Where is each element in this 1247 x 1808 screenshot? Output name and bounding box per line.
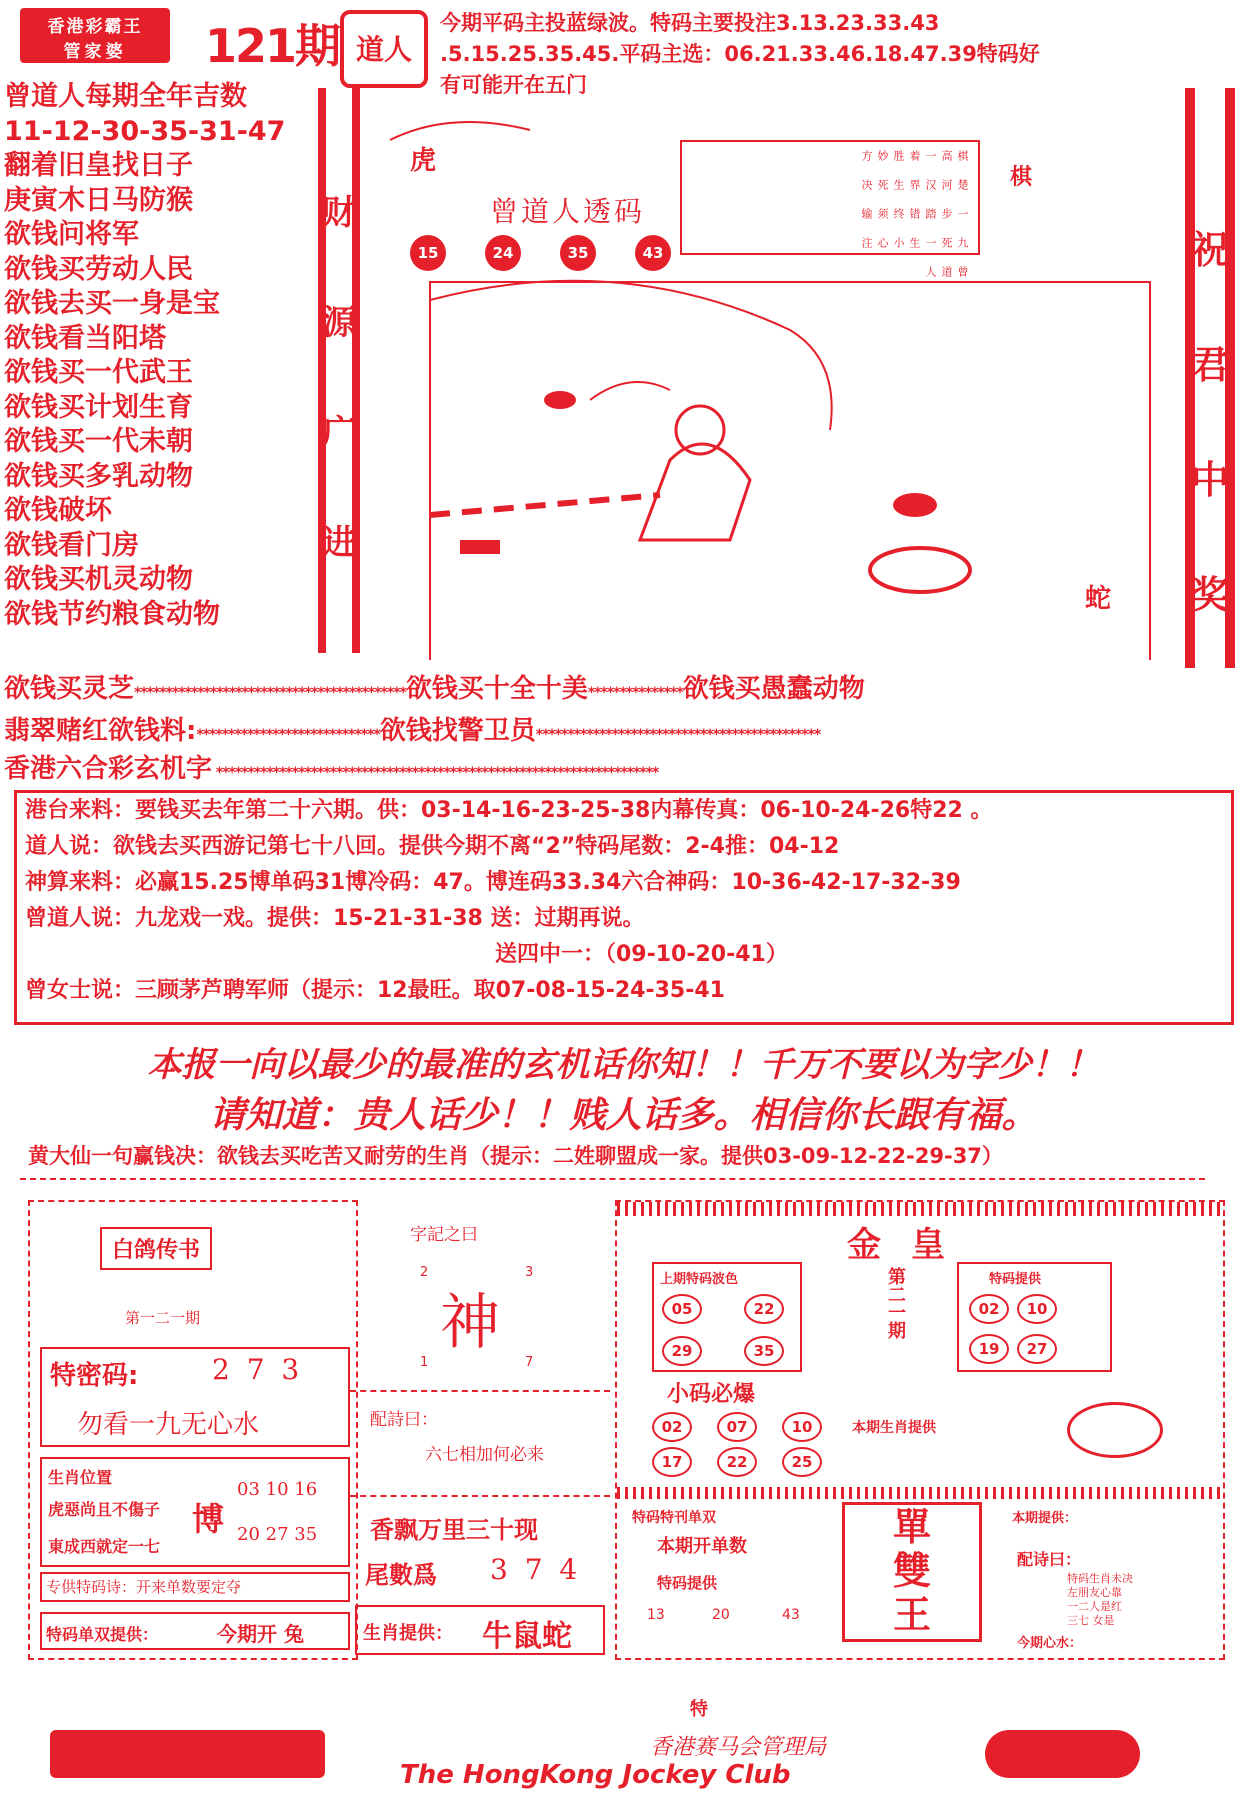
side-line: 特码生肖未决 <box>1067 1572 1133 1585</box>
num-oval: 02 <box>652 1412 692 1442</box>
snake-char: 蛇 <box>1085 584 1112 614</box>
mid-poem: 六七相加何必来 <box>425 1445 544 1465</box>
list-item: 欲钱买多乳动物 <box>4 460 193 492</box>
riddle-mid: 欲钱找警卫员 <box>379 716 536 746</box>
poem-col: 棋高一着胜妙方 <box>860 150 969 161</box>
single-value: 今期开 兔 <box>217 1622 304 1646</box>
seal-text: 道人 <box>355 33 412 66</box>
logo-line-1: 香港彩霸王 <box>47 17 143 37</box>
list-item: 欲钱看门房 <box>4 529 139 561</box>
list-item: 欲钱买一代未朝 <box>4 426 193 457</box>
jockey-club: The HongKong Jockey Club <box>400 1760 791 1790</box>
lower-num: 20 <box>712 1607 730 1623</box>
lower-num: 13 <box>647 1607 665 1623</box>
num-oval: 07 <box>717 1412 757 1442</box>
list-item: 欲钱买计划生育 <box>4 391 193 423</box>
mid-num: 7 <box>525 1355 534 1370</box>
side-label: 配诗曰： <box>1017 1550 1082 1569</box>
big-char: 雙 <box>892 1548 931 1593</box>
riddle-left: 香港六合彩玄机字 <box>4 754 213 784</box>
panel-left-title: 白鸽传书 <box>100 1227 212 1270</box>
logo-line-2: 管家婆 <box>63 42 127 62</box>
last-label: 上期特码波色 <box>660 1272 739 1287</box>
num-oval: 10 <box>782 1412 822 1442</box>
num-oval: 05 <box>662 1294 702 1324</box>
big-char: 單 <box>892 1504 931 1549</box>
pick-ball: 35 <box>560 235 596 271</box>
poem-col: 一步踏错终须输 <box>860 208 969 219</box>
poem-col: 九死一生小心注 <box>860 237 969 248</box>
top-notice <box>440 8 1040 101</box>
emblem <box>1067 1402 1163 1458</box>
pillar-char: 奖 <box>1191 573 1230 617</box>
single-label: 特码单双提供： <box>46 1625 159 1644</box>
left-pillar <box>318 88 360 653</box>
list-item: 曾道人每期全年吉数 <box>4 81 247 112</box>
mid-num: 1 <box>420 1355 429 1370</box>
side-foot: 今期心水： <box>1017 1636 1083 1651</box>
num-oval: 29 <box>662 1336 702 1366</box>
te-note: 勿看一九无心水 <box>77 1410 260 1440</box>
num-oval: 35 <box>744 1336 784 1366</box>
small-label: 小码必爆 <box>667 1382 756 1407</box>
te-value: 2 7 3 <box>212 1353 304 1386</box>
list-item: 欲钱节约粮食动物 <box>4 598 220 630</box>
left-riddle-list <box>4 80 285 632</box>
illustration-title: 曾道人透码 <box>490 195 646 228</box>
riddle-row-1: 欲钱买灵芝*******************************************欲钱买十全十美***************欲钱买愚蠢动物 <box>4 674 865 704</box>
mid-poem-label: 配詩曰： <box>370 1410 438 1430</box>
mid-phrase: 香飘万里三十现 <box>370 1516 538 1544</box>
list-item: 11-12-30-35-31-47 <box>4 115 286 147</box>
right-issue: 第二一期 <box>885 1267 906 1339</box>
mid-num: 2 <box>420 1265 429 1280</box>
pick-ball: 15 <box>410 235 446 271</box>
list-item: 欲钱买机灵动物 <box>4 564 193 595</box>
riddle-row-2: 翡翠赌红欲钱料:*****************************欲钱找警卫员********************************************* <box>4 716 821 746</box>
right-pillar <box>1185 88 1235 668</box>
num-oval: 27 <box>1017 1334 1057 1364</box>
illustration-panel <box>370 100 1170 660</box>
mid-num: 3 <box>525 1265 534 1280</box>
bo-nums: 03 10 16 <box>237 1479 318 1500</box>
info-box <box>14 790 1234 1025</box>
mid-char: 神 <box>440 1288 500 1358</box>
pillar-char: 祝 <box>1191 228 1230 272</box>
info-line: 送四中一：（09-10-20-41） <box>495 942 788 967</box>
footer-right-stamp <box>985 1730 1140 1778</box>
num-oval: 02 <box>969 1294 1009 1324</box>
agency-name: 香港赛马会管理局 <box>650 1735 827 1760</box>
wong-tai-sin-line: 黄大仙一句赢钱决：欲钱去买吃苦又耐劳的生肖（提示：二姓聊盟成一家。提供03-09-12-22-29-37） <box>28 1144 1003 1168</box>
list-item: 欲钱看当阳塔 <box>4 322 166 354</box>
side-lines <box>1067 1572 1133 1628</box>
pillar-char: 源 <box>322 303 356 343</box>
side-line: 三七 女是 <box>1067 1614 1115 1627</box>
panel-right <box>615 1200 1225 1660</box>
tail-value: 3 7 4 <box>490 1553 582 1586</box>
rec-label: 特码提供 <box>989 1272 1042 1287</box>
footer-te: 特 <box>690 1699 708 1720</box>
panel-mid <box>350 1205 615 1665</box>
pick-ball: 24 <box>485 235 521 271</box>
footer-left-stamp <box>50 1730 325 1778</box>
info-line: 神算来料：必赢15.25博单码31博冷码：47。博连码33.34六合神码：10-36-42-17-32-39 <box>25 870 961 895</box>
num-oval: 19 <box>969 1334 1009 1364</box>
poem-heading: 棋 <box>1010 165 1033 190</box>
riddle-mid: 欲钱买十全十美 <box>405 674 588 704</box>
panel-left-issue: 第一二一期 <box>125 1309 201 1327</box>
side-line: 左朋友心靠 <box>1067 1586 1122 1599</box>
slogan-line: 本报一向以最少的最准的玄机话你知！！千万不要以为字少！！ <box>147 1045 1100 1085</box>
info-line: 港台来料：要钱买去年第二十六期。供：03-14-16-23-25-38内幕传真：06-10-24-26特22 。 <box>25 798 993 823</box>
pillar-char: 君 <box>1191 343 1230 387</box>
num-oval: 25 <box>782 1447 822 1477</box>
bo-char: 博 <box>192 1500 225 1538</box>
jinhuang-title: 金皇 <box>847 1225 975 1265</box>
info-line: 曾道人说：九龙戏一戏。提供：15-21-31-38 送：过期再说。 <box>25 906 645 931</box>
num-oval: 22 <box>744 1294 784 1324</box>
pick-ball: 43 <box>635 235 671 271</box>
bo-nums: 20 27 35 <box>237 1524 318 1545</box>
pillar-char: 进 <box>322 523 356 563</box>
num-oval: 17 <box>652 1447 692 1477</box>
panel-left <box>28 1200 358 1660</box>
list-item: 欲钱去买一身是宝 <box>4 288 220 319</box>
list-item: 翻着旧皇找日子 <box>4 150 193 181</box>
lower-sub: 特码提供 <box>657 1574 718 1592</box>
big-char: 王 <box>892 1592 931 1637</box>
lower-num: 43 <box>782 1607 800 1623</box>
notice-line-2: .5.15.25.35.45.平码主选：06.21.33.46.18.47.39特码好 <box>440 42 1040 66</box>
side-title: 本期提供： <box>1012 1511 1078 1526</box>
pillar-char: 财 <box>322 193 356 233</box>
zodiac-provide-label: 本期生肖提供 <box>852 1420 936 1436</box>
riddle-right: 欲钱买愚蠢动物 <box>682 674 865 704</box>
mid-head: 字記之曰 <box>410 1225 478 1245</box>
pillar-char: 广 <box>322 413 356 453</box>
tail-label: 尾數爲 <box>365 1561 437 1589</box>
poem-box <box>680 140 980 277</box>
logo-stamp <box>20 8 170 63</box>
info-line: 曾女士说：三顾茅芦聘军师（提示：12最旺。取07-08-15-24-35-41 <box>25 978 725 1003</box>
pos-line: 東成西就定一七 <box>48 1537 161 1556</box>
poem-col: 楚河汉界生死决 <box>860 179 969 190</box>
lower-line: 本期开单数 <box>657 1536 747 1557</box>
riddle-left: 欲钱买灵芝 <box>4 674 135 704</box>
info-line: 道人说：欲钱去买西游记第七十八回。提供今期不离“2”特码尾数：2-4推：04-12 <box>25 834 840 859</box>
notice-line-3: 有可能开在五门 <box>440 73 587 97</box>
num-oval: 22 <box>717 1447 757 1477</box>
riddle-row-3: 香港六合彩玄机字 ********************************************************************** <box>4 754 659 784</box>
side-line: 一二人是红 <box>1067 1600 1122 1613</box>
list-item: 欲钱破坏 <box>4 495 112 526</box>
lower-title: 特码特刊单双 <box>632 1510 716 1526</box>
pos-line: 虎惡尚且不傷子 <box>48 1500 161 1519</box>
zodiac-label: 生肖提供： <box>363 1623 453 1644</box>
te-poem: 专供特码诗：开来单数要定夺 <box>40 1572 350 1602</box>
list-item: 欲钱买一代武王 <box>4 357 193 388</box>
poem-col: 曾道人 <box>924 266 969 277</box>
slogan-line: 请知道：贵人话少！！贱人话多。相信你长跟有福。 <box>209 1094 1038 1136</box>
slogan <box>0 1040 1247 1140</box>
notice-line-1: 今期平码主投蓝绿波。特码主要投注3.13.23.33.43 <box>440 11 940 35</box>
num-oval: 10 <box>1017 1294 1057 1324</box>
issue-number: 121期 <box>205 19 340 73</box>
pillar-char: 中 <box>1191 458 1230 502</box>
list-item: 庚寅木日马防猴 <box>4 184 193 216</box>
pos-label: 生肖位置 <box>48 1468 113 1487</box>
riddle-left: 翡翠赌红欲钱料: <box>4 716 197 746</box>
zodiac-value: 牛鼠蛇 <box>482 1619 572 1654</box>
list-item: 欲钱买劳动人民 <box>4 253 193 285</box>
daoren-seal <box>340 10 428 88</box>
te-label: 特密码: <box>50 1361 139 1391</box>
tiger-char: 虎 <box>410 146 437 176</box>
list-item: 欲钱问将军 <box>4 219 139 250</box>
